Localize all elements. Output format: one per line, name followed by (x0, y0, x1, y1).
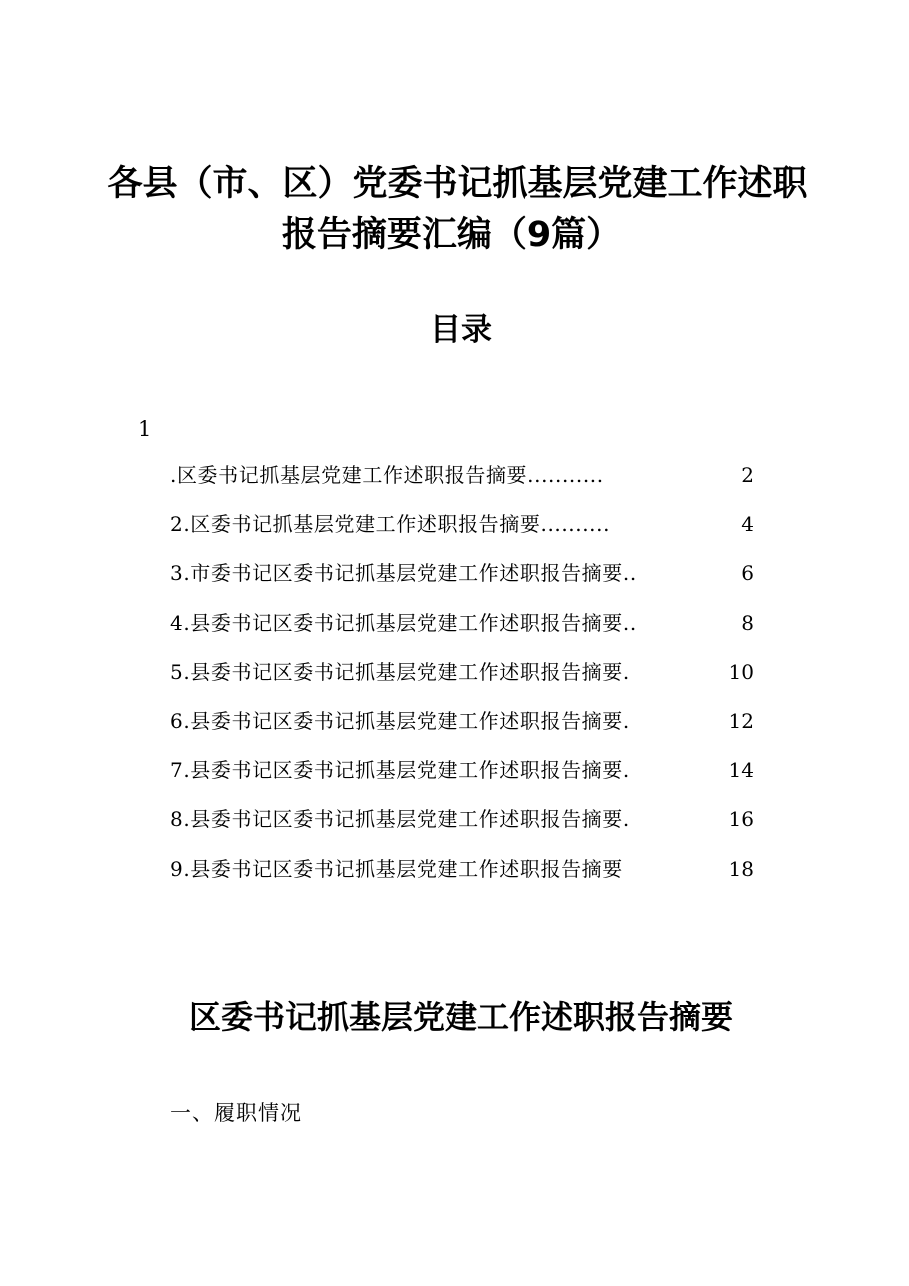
subsection-heading: 一、履职情况 (170, 1101, 302, 1125)
toc-item-page: 12 (728, 708, 754, 733)
toc-item-page: 8 (741, 610, 754, 635)
toc-item-text: 9.县委书记区委书记抓基层党建工作述职报告摘要 (170, 856, 623, 881)
section-title: 区委书记抓基层党建工作述职报告摘要 (188, 998, 733, 1036)
toc-item-page: 16 (728, 807, 754, 832)
toc-item-text: .区委书记抓基层党建工作述职报告摘要........... (170, 463, 604, 487)
document-title-line-1: 各县（市、区）党委书记抓基层党建工作述职 (107, 164, 808, 204)
toc-item-5[interactable] (170, 660, 760, 709)
toc-stray-number: 1 (138, 417, 152, 441)
document-title-line-2: 报告摘要汇编（9篇） (281, 215, 622, 255)
toc-item-page: 4 (741, 512, 754, 537)
toc-item-text: 4.县委书记区委书记抓基层党建工作述职报告摘要.. (170, 610, 637, 635)
toc-item-text: 7.县委书记区委书记抓基层党建工作述职报告摘要. (170, 758, 630, 783)
toc-item-4[interactable] (170, 611, 760, 660)
toc-item-page: 10 (728, 659, 754, 684)
toc-item-text: 3.市委书记区委书记抓基层党建工作述职报告摘要.. (170, 561, 637, 586)
toc-heading: 目录 (430, 312, 492, 348)
toc-item-page: 6 (741, 561, 754, 586)
toc-item-2[interactable] (170, 512, 760, 561)
toc-item-text: 6.县委书记区委书记抓基层党建工作述职报告摘要. (170, 708, 630, 733)
toc-item-page: 18 (728, 856, 754, 881)
toc-item-1[interactable] (170, 463, 760, 512)
toc-item-page: 14 (728, 758, 754, 783)
toc-list (170, 463, 760, 906)
toc-item-8[interactable] (170, 807, 760, 856)
toc-item-3[interactable] (170, 561, 760, 610)
toc-item-9[interactable] (170, 857, 760, 906)
toc-item-text: 5.县委书记区委书记抓基层党建工作述职报告摘要. (170, 659, 630, 684)
toc-item-page: 2 (741, 463, 754, 487)
toc-item-text: 2.区委书记抓基层党建工作述职报告摘要.......... (170, 512, 611, 537)
toc-item-7[interactable] (170, 758, 760, 807)
toc-item-text: 8.县委书记区委书记抓基层党建工作述职报告摘要. (170, 807, 630, 832)
toc-item-6[interactable] (170, 709, 760, 758)
